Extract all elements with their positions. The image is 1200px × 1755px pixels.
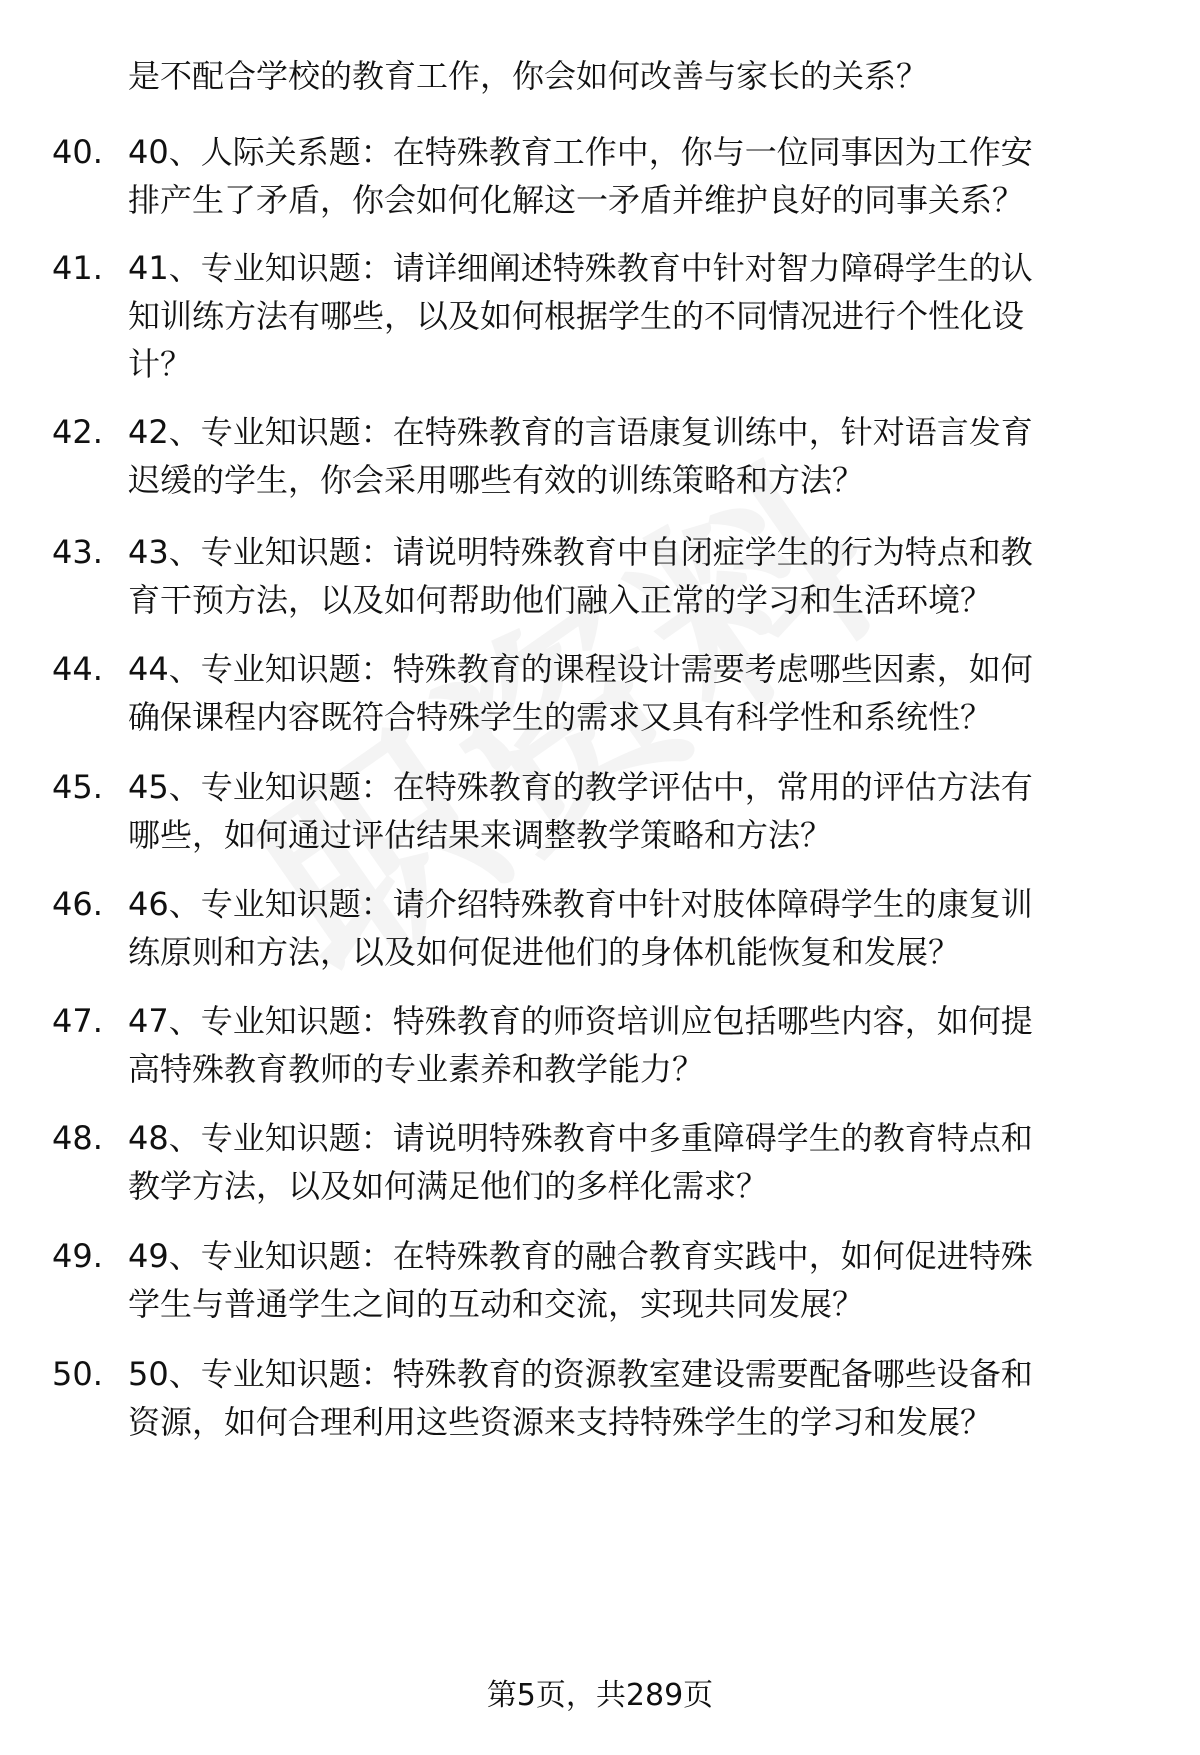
item-number: 41.: [52, 249, 103, 287]
text-line: 49、专业知识题：在特殊教育的融合教育实践中，如何促进特殊: [128, 1237, 1033, 1275]
text-line: 计？: [128, 345, 193, 383]
text-line: 45、专业知识题：在特殊教育的教学评估中，常用的评估方法有: [128, 768, 1033, 806]
item-number: 42.: [52, 413, 103, 451]
text-line: 高特殊教育教师的专业素养和教学能力？: [128, 1050, 705, 1088]
text-line: 迟缓的学生，你会采用哪些有效的训练策略和方法？: [128, 461, 865, 499]
text-line: 是不配合学校的教育工作，你会如何改善与家长的关系？: [128, 57, 929, 95]
item-number: 50.: [52, 1355, 103, 1393]
text-line: 哪些，如何通过评估结果来调整教学策略和方法？: [128, 816, 833, 854]
text-line: 46、专业知识题：请介绍特殊教育中针对肢体障碍学生的康复训: [128, 885, 1033, 923]
text-line: 排产生了矛盾，你会如何化解这一矛盾并维护良好的同事关系？: [128, 181, 1025, 219]
page-number: 第5页，共289页: [486, 1678, 714, 1713]
item-number: 43.: [52, 533, 103, 571]
text-line: 48、专业知识题：请说明特殊教育中多重障碍学生的教育特点和: [128, 1119, 1033, 1157]
text-line: 44、专业知识题：特殊教育的课程设计需要考虑哪些因素，如何: [128, 650, 1033, 688]
text-line: 教学方法，以及如何满足他们的多样化需求？: [128, 1167, 769, 1205]
text-line: 育干预方法，以及如何帮助他们融入正常的学习和生活环境？: [128, 581, 993, 619]
item-number: 45.: [52, 768, 103, 806]
item-number: 48.: [52, 1119, 103, 1157]
text-line: 确保课程内容既符合特殊学生的需求又具有科学性和系统性？: [128, 698, 993, 736]
text-line: 练原则和方法，以及如何促进他们的身体机能恢复和发展？: [128, 933, 961, 971]
item-number: 46.: [52, 885, 103, 923]
text-line: 50、专业知识题：特殊教育的资源教室建设需要配备哪些设备和: [128, 1355, 1033, 1393]
text-line: 知训练方法有哪些，以及如何根据学生的不同情况进行个性化设: [128, 297, 1025, 335]
text-line: 43、专业知识题：请说明特殊教育中自闭症学生的行为特点和教: [128, 533, 1033, 571]
text-line: 资源，如何合理利用这些资源来支持特殊学生的学习和发展？: [128, 1403, 993, 1441]
text-line: 40、人际关系题：在特殊教育工作中，你与一位同事因为工作安: [128, 133, 1033, 171]
text-line: 47、专业知识题：特殊教育的师资培训应包括哪些内容，如何提: [128, 1002, 1033, 1040]
item-number: 49.: [52, 1237, 103, 1275]
item-number: 44.: [52, 650, 103, 688]
item-number: 47.: [52, 1002, 103, 1040]
text-line: 42、专业知识题：在特殊教育的言语康复训练中，针对语言发育: [128, 413, 1033, 451]
text-line: 41、专业知识题：请详细阐述特殊教育中针对智力障碍学生的认: [128, 249, 1033, 287]
text-line: 学生与普通学生之间的互动和交流，实现共同发展？: [128, 1285, 865, 1323]
item-number: 40.: [52, 133, 103, 171]
